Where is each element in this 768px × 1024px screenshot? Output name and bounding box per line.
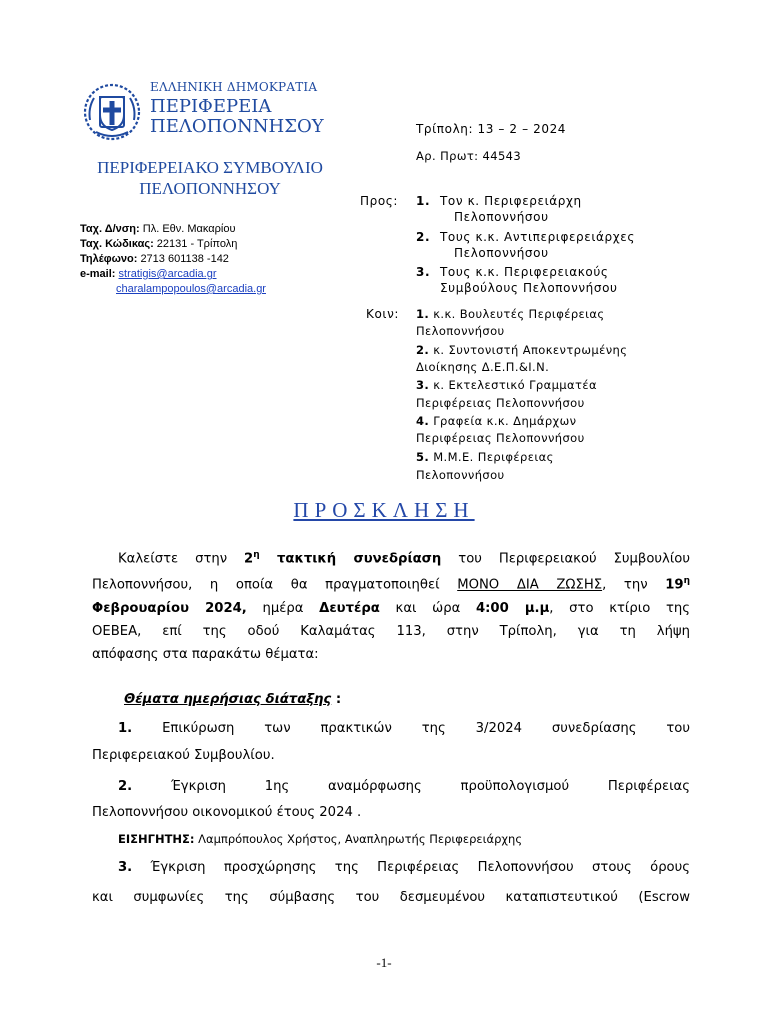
- cc-item-1: [416, 307, 605, 321]
- to-item-1: [416, 194, 582, 208]
- document-title: ΠΡΟΣΚΛΗΣΗ: [293, 498, 475, 522]
- cc-item-text: κ.κ. Βουλευτές Περιφέρειας: [433, 307, 605, 321]
- to-item-text: Τους κ.κ. Περιφερειακούς: [440, 265, 609, 279]
- cc-item-1-cont: Πελοποννήσου: [416, 324, 505, 338]
- protocol-number: Αρ. Πρωτ: 44543: [416, 149, 522, 163]
- invitation-paragraph: [92, 544, 690, 666]
- meeting-month: Φεβρουαρίου 2024,: [92, 600, 247, 616]
- address-value: Πλ. Εθν. Μακαρίου: [142, 223, 236, 235]
- cc-item-text: κ. Εκτελεστικό Γραμματέα: [433, 378, 597, 392]
- agenda-item-2-cont: Πελοποννήσου οικονομικού έτους 2024 .: [92, 805, 362, 820]
- agenda-item-2: [92, 775, 690, 798]
- cc-item-num: 3.: [416, 378, 430, 392]
- agenda-item-3-cont: και συμφωνίες της σύμβασης του δεσμευμένου καταπιστευτικού (Escrow: [92, 890, 690, 905]
- text-run: , στο κτίριο της: [549, 600, 691, 616]
- contact-email: [80, 267, 217, 282]
- agenda-item-text: Έγκριση 1ης αναμόρφωσης προϋπολογισμού Περιφέρειας: [132, 779, 690, 794]
- agenda-item-1-cont: Περιφερειακού Συμβουλίου.: [92, 748, 275, 763]
- cc-item-4: [416, 414, 576, 428]
- to-item-num: 3.: [416, 265, 431, 279]
- text-run: ημέρα: [246, 600, 320, 616]
- cc-item-text: κ. Συντονιστή Αποκεντρωμένης: [433, 343, 628, 357]
- session-type: τακτική συνεδρίαση: [259, 551, 442, 567]
- to-item-text: Τον κ. Περιφερειάρχη: [440, 194, 582, 208]
- text-run: , την: [602, 577, 666, 593]
- rapporteur-name: Λαμπρόπουλος Χρήστος, Αναπληρωτής Περιφερειάρχης: [194, 832, 523, 846]
- cc-item-num: 1.: [416, 307, 430, 321]
- to-item-2: [416, 230, 635, 244]
- agenda-item-text: Επικύρωση των πρακτικών της 3/2024 συνεδρίασης του: [132, 721, 690, 736]
- superscript: η: [683, 576, 691, 587]
- agenda-heading: [124, 688, 341, 711]
- cc-item-2-cont: Διοίκησης Δ.Ε.Π.&Ι.Ν.: [416, 360, 550, 374]
- cc-item-5: [416, 450, 554, 464]
- cc-item-3-cont: Περιφέρειας Πελοποννήσου: [416, 396, 585, 410]
- agenda-item-1: [92, 717, 690, 740]
- invitation-line-3: [92, 597, 690, 620]
- cc-item-num: 5.: [416, 450, 430, 464]
- agenda-item-number: 1.: [118, 721, 133, 736]
- cc-item-text: Γραφεία κ.κ. Δημάρχων: [433, 414, 577, 428]
- council-title-line1: ΠΕΡΙΦΕΡΕΙΑΚΟ ΣΥΜΒΟΥΛΙΟ: [97, 158, 323, 177]
- contact-email-2: [116, 282, 266, 297]
- text-run: και ώρα: [379, 600, 476, 616]
- email-label: e-mail:: [80, 268, 116, 280]
- cc-item-2: [416, 343, 627, 357]
- text-run: Πελοποννήσου, η οποία θα πραγματοποιηθεί: [92, 577, 458, 593]
- cc-item-num: 2.: [416, 343, 430, 357]
- cc-item-num: 4.: [416, 414, 430, 428]
- contact-address: [80, 222, 235, 237]
- invitation-line-4: ΟΕΒΕΑ, επί της οδού Καλαμάτας 113, στην Τρίπολη, για τη λήψη: [92, 623, 690, 639]
- cc-item-3: [416, 378, 597, 392]
- to-item-1-cont: Πελοποννήσου: [454, 210, 549, 224]
- to-item-3-cont: Συμβούλους Πελοποννήσου: [440, 281, 618, 295]
- to-item-2-cont: Πελοποννήσου: [454, 246, 549, 260]
- agenda-item-number: 2.: [118, 779, 133, 794]
- contact-phone: [80, 252, 229, 267]
- in-person-only: ΜΟΝΟ ΔΙΑ ΖΩΣΗΣ: [457, 577, 603, 593]
- session-number: 2: [244, 551, 254, 567]
- meeting-time: 4:00 μ.μ: [475, 600, 550, 616]
- to-item-num: 2.: [416, 230, 431, 244]
- superscript: η: [253, 550, 260, 560]
- page-number: -1-: [376, 955, 392, 970]
- postal-value: 22131 - Τρίπολη: [156, 238, 238, 250]
- meeting-weekday: Δευτέρα: [319, 600, 380, 616]
- address-label: Ταχ. Δ/νση:: [80, 223, 140, 235]
- agenda-heading-text: Θέματα ημερήσιας διάταξης: [124, 692, 332, 707]
- document-date: Τρίπολη: 13 – 2 – 2024: [416, 122, 567, 136]
- text-run: του Περιφερειακού Συμβουλίου: [441, 551, 691, 567]
- republic-label: ΕΛΛΗΝΙΚΗ ΔΗΜΟΚΡΑΤΙΑ: [150, 80, 318, 94]
- agenda-item-3: [92, 856, 690, 879]
- contact-postal: [80, 237, 237, 252]
- agenda-item-number: 3.: [118, 860, 133, 875]
- invitation-line-5: απόφασης στα παρακάτω θέματα:: [92, 646, 319, 662]
- greek-republic-emblem-icon: [80, 80, 144, 144]
- cc-item-text: Μ.Μ.Ε. Περιφέρειας: [433, 450, 554, 464]
- region-title-line2: ΠΕΛΟΠΟΝΝΗΣΟΥ: [150, 116, 324, 137]
- cc-item-4-cont: Περιφέρειας Πελοποννήσου: [416, 431, 585, 445]
- phone-value: 2713 601138 -142: [140, 253, 229, 265]
- cc-label: Κοιν:: [366, 307, 400, 321]
- agenda-heading-colon: :: [331, 692, 342, 707]
- council-title-line2: ΠΕΛΟΠΟΝΝΗΣΟΥ: [139, 179, 281, 198]
- rapporteur: [118, 832, 522, 846]
- email-link-1[interactable]: stratigis@arcadia.gr: [118, 268, 217, 280]
- invitation-line-2: [92, 570, 690, 596]
- to-label: Προς:: [360, 194, 399, 208]
- to-item-3: [416, 265, 609, 279]
- postal-label: Ταχ. Κώδικας:: [80, 238, 154, 250]
- to-item-text: Τους κ.κ. Αντιπεριφερειάρχες: [440, 230, 636, 244]
- rapporteur-label: ΕΙΣΗΓΗΤΗΣ:: [118, 832, 195, 846]
- phone-label: Τηλέφωνο:: [80, 253, 138, 265]
- text-run: Καλείστε στην: [118, 551, 245, 567]
- cc-item-5-cont: Πελοποννήσου: [416, 468, 505, 482]
- meeting-day: 19: [665, 577, 684, 593]
- invitation-line-1: [92, 544, 690, 570]
- to-item-num: 1.: [416, 194, 431, 208]
- agenda-item-text: Έγκριση προσχώρησης της Περιφέρειας Πελοποννήσου στους όρους: [132, 860, 690, 875]
- email-link-2[interactable]: charalampopoulos@arcadia.gr: [116, 283, 266, 295]
- region-title-line1: ΠΕΡΙΦΕΡΕΙΑ: [150, 96, 272, 117]
